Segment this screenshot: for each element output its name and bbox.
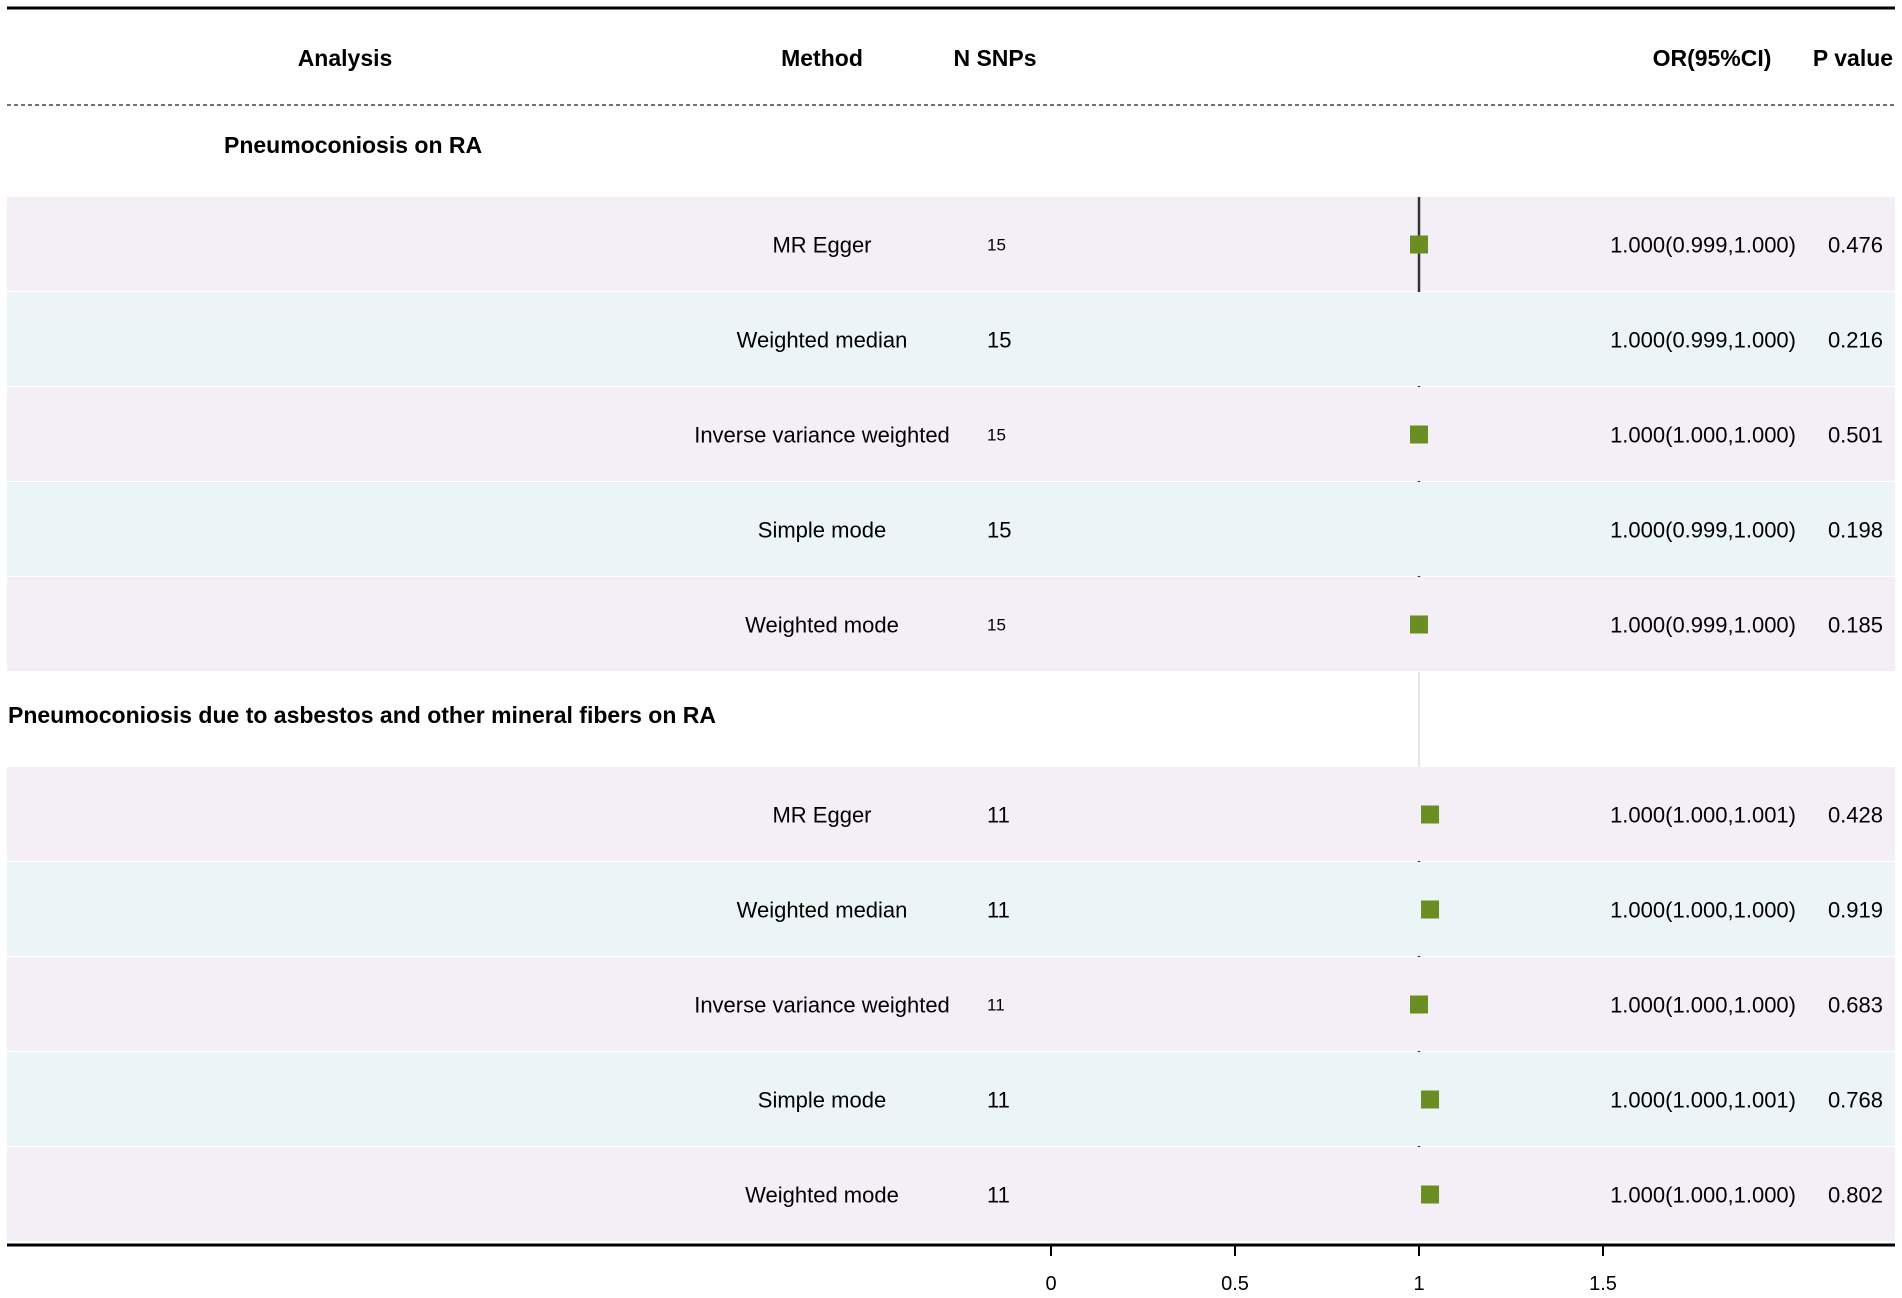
row-n-snps: 15: [987, 615, 1006, 635]
row-or-ci: 1.000(1.000,1.000): [1610, 992, 1796, 1018]
header-method: Method: [781, 45, 863, 71]
row-or-ci: 1.000(0.999,1.000): [1610, 232, 1796, 258]
header-n-snps: N SNPs: [953, 45, 1037, 71]
row-p-value: 0.683: [1827, 992, 1883, 1018]
header-analysis: Analysis: [297, 45, 393, 71]
header-p-value: P value: [1812, 45, 1894, 71]
row-method: Weighted median: [736, 897, 908, 923]
x-tick-label: 1.5: [1589, 1273, 1617, 1295]
row-p-value: 0.185: [1827, 612, 1883, 638]
row-n-snps: 11: [987, 897, 1010, 923]
x-tick-label: 0.5: [1221, 1273, 1249, 1295]
row-method: Weighted mode: [745, 612, 899, 638]
row-n-snps: 11: [987, 1182, 1010, 1208]
or-marker: [1410, 616, 1428, 634]
header-or-ci: OR(95%CI): [1652, 45, 1772, 71]
row-n-snps: 11: [987, 1087, 1010, 1113]
row-or-ci: 1.000(1.000,1.000): [1610, 422, 1796, 448]
x-tick-label: 0: [1045, 1273, 1057, 1295]
x-axis: [1045, 1245, 1616, 1295]
row-n-snps: 15: [987, 425, 1006, 445]
row-method: Inverse variance weighted: [694, 992, 950, 1018]
row-method: Weighted mode: [745, 1182, 899, 1208]
or-marker: [1421, 901, 1439, 919]
or-marker: [1410, 236, 1428, 254]
row-p-value: 0.802: [1827, 1182, 1883, 1208]
x-tick-label: 1: [1413, 1273, 1425, 1295]
row-method: Inverse variance weighted: [694, 422, 950, 448]
row-n-snps: 15: [987, 235, 1006, 255]
row-method: MR Egger: [772, 232, 872, 258]
or-marker: [1421, 1091, 1439, 1109]
row-p-value: 0.768: [1827, 1087, 1883, 1113]
row-n-snps: 11: [987, 995, 1005, 1015]
row-method: Simple mode: [757, 1087, 887, 1113]
row-or-ci: 1.000(1.000,1.000): [1610, 1182, 1796, 1208]
group-title: Pneumoconiosis due to asbestos and other mineral fibers on RA: [8, 702, 717, 728]
row-method: MR Egger: [772, 802, 872, 828]
row-or-ci: 1.000(1.000,1.001): [1610, 802, 1796, 828]
row-n-snps: 11: [987, 802, 1010, 828]
row-or-ci: 1.000(0.999,1.000): [1610, 612, 1796, 638]
or-marker: [1421, 806, 1439, 824]
row-or-ci: 1.000(0.999,1.000): [1610, 327, 1796, 353]
row-n-snps: 15: [987, 517, 1012, 543]
row-n-snps: 15: [987, 327, 1012, 353]
row-method: Weighted median: [736, 327, 908, 353]
row-or-ci: 1.000(1.000,1.001): [1610, 1087, 1796, 1113]
row-or-ci: 1.000(1.000,1.000): [1610, 897, 1796, 923]
row-method: Simple mode: [757, 517, 887, 543]
row-p-value: 0.428: [1827, 802, 1883, 828]
row-or-ci: 1.000(0.999,1.000): [1610, 517, 1796, 543]
or-marker: [1410, 426, 1428, 444]
row-p-value: 0.198: [1827, 517, 1883, 543]
row-p-value: 0.476: [1827, 232, 1883, 258]
row-p-value: 0.216: [1827, 327, 1883, 353]
row-p-value: 0.919: [1827, 897, 1883, 923]
or-marker: [1421, 1186, 1439, 1204]
row-p-value: 0.501: [1827, 422, 1883, 448]
group-title: Pneumoconiosis on RA: [224, 132, 483, 158]
plot-body: [7, 132, 1895, 1241]
or-marker: [1410, 996, 1428, 1014]
